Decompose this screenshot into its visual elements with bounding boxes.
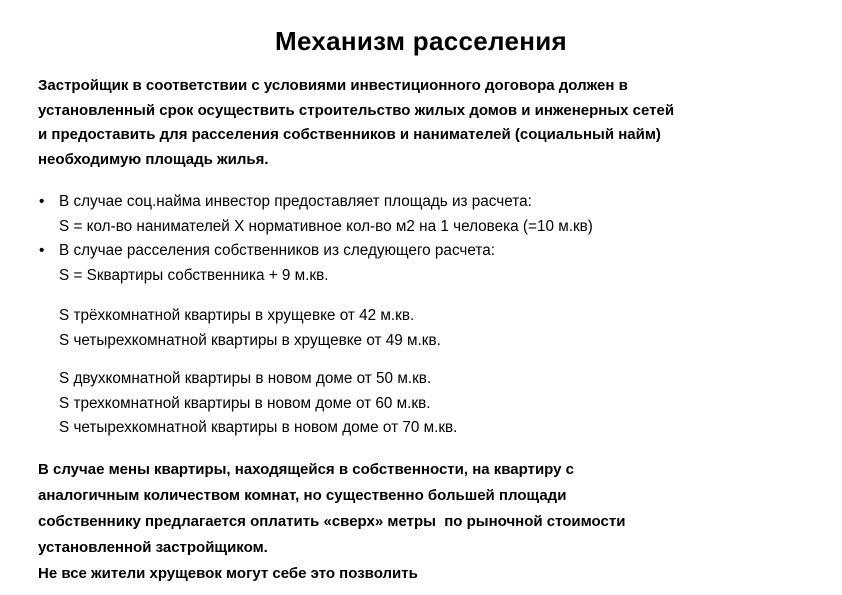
khrushchev-area-list	[59, 304, 441, 353]
new-house-area-list	[59, 367, 457, 441]
bullet-line: S = Sквартиры собственника + 9 м.кв.	[59, 266, 329, 284]
bullet-marker: •	[39, 193, 45, 210]
bullet-list	[38, 190, 828, 288]
area-line: S двухкомнатной квартиры в новом доме от 50 м.кв.	[59, 370, 432, 387]
area-line: S трехкомнатной квартиры в новом доме от 60 м.кв.	[59, 394, 431, 412]
area-line: S трёхкомнатной квартиры в хрущевке от 42 м.кв.	[59, 307, 415, 324]
bullet-line: В случае соц.найма инвестор предоставляет площадь из расчета:	[59, 193, 532, 210]
conclusion-line: собственнику предлагается оплатить «сверх» метры по рыночной стоимости	[38, 513, 626, 530]
bullet-line: S = кол-во нанимателей Х нормативное кол-во м2 на 1 человека (=10 м.кв)	[59, 217, 593, 235]
bullet-item-owners	[38, 239, 828, 288]
intro-line: установленный срок осуществить строительство жилых домов и инженерных сетей	[38, 101, 675, 119]
conclusion-line: установленной застройщиком.	[38, 539, 268, 556]
conclusion-paragraph	[38, 457, 828, 587]
intro-line: и предоставить для расселения собственников и нанимателей (социальный найм)	[38, 126, 661, 143]
area-line: S четырехкомнатной квартиры в новом доме от 70 м.кв.	[59, 419, 458, 436]
conclusion-line: В случае мены квартиры, находящейся в собственности, на квартиру с	[38, 461, 574, 478]
bullet-item-social-rent	[38, 190, 828, 239]
area-line: S четырехкомнатной квартиры в хрущевке от 49 м.кв.	[59, 331, 441, 349]
conclusion-line: аналогичным количеством комнат, но существенно большей площади	[38, 487, 567, 504]
intro-paragraph	[38, 74, 828, 172]
conclusion-line: Не все жители хрущевок могут себе это позволить	[38, 565, 418, 582]
page-title: Механизм расселения	[274, 26, 568, 56]
bullet-marker: •	[39, 242, 45, 259]
intro-line: Застройщик в соответствии с условиями инвестиционного договора должен в	[38, 77, 628, 94]
bullet-line: В случае расселения собственников из следующего расчета:	[59, 242, 495, 259]
intro-line: необходимую площадь жилья.	[38, 150, 269, 168]
